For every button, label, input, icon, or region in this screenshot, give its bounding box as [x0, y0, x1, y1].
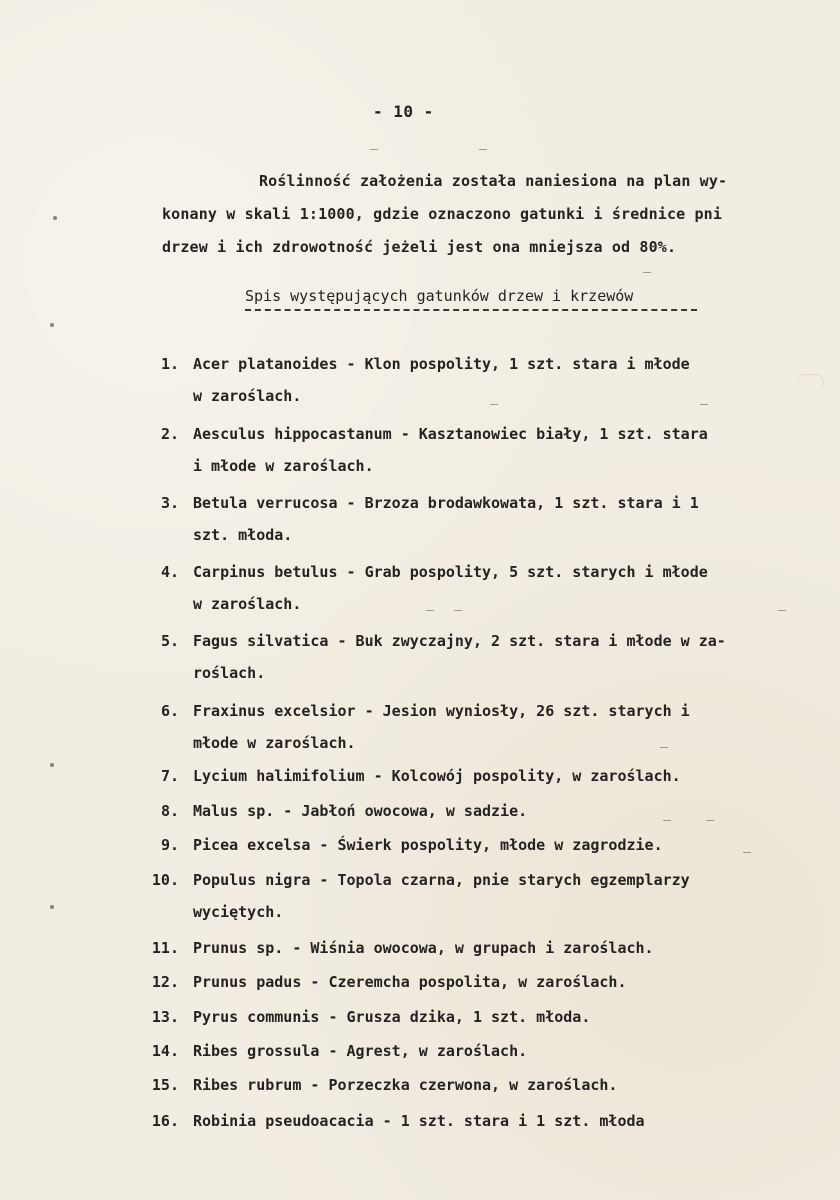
item-text	[193, 804, 527, 819]
item-number: 7.	[160, 767, 179, 785]
item-text	[193, 941, 654, 956]
item-text	[193, 565, 708, 612]
item-number: 8.	[160, 802, 179, 820]
item-number: 12.	[151, 973, 179, 991]
margin-dot	[50, 763, 54, 767]
item-line-2: roślach.	[193, 664, 266, 682]
item-number: 6.	[160, 702, 179, 720]
dash-mark	[643, 272, 651, 273]
dash-mark	[454, 610, 462, 611]
item-text	[193, 1114, 645, 1129]
dash-mark	[426, 610, 434, 611]
margin-dot	[50, 323, 54, 327]
item-number: 13.	[151, 1008, 179, 1026]
item-line-1: Prunus sp. - Wiśnia owocowa, w grupach i zaroślach.	[193, 939, 654, 957]
intro-line-3: drzew i ich zdrowotność jeżeli jest ona mniejsza od 80%.	[162, 238, 677, 256]
item-text	[193, 1010, 590, 1025]
dash-mark	[706, 820, 714, 821]
item-text	[193, 769, 681, 784]
item-line-2: szt. młoda.	[193, 526, 293, 544]
item-line-2: w zaroślach.	[193, 595, 302, 613]
item-line-1: Populus nigra - Topola czarna, pnie starych egzemplarzy	[193, 871, 690, 889]
item-line-1: Pyrus communis - Grusza dzika, 1 szt. młoda.	[193, 1008, 591, 1026]
item-number: 10.	[151, 871, 179, 889]
item-line-1: Picea excelsa - Świerk pospolity, młode w zagrodzie.	[193, 836, 663, 854]
item-number: 16.	[151, 1112, 179, 1130]
item-line-2: i młode w zaroślach.	[193, 457, 374, 475]
item-line-1: Ribes rubrum - Porzeczka czerwona, w zaroślach.	[193, 1076, 618, 1094]
dash-mark	[660, 747, 668, 748]
item-text	[193, 496, 699, 543]
item-number: 15.	[151, 1076, 179, 1094]
item-line-1: Betula verrucosa - Brzoza brodawkowata, 1 szt. stara i 1	[193, 494, 699, 512]
margin-dot	[50, 905, 54, 909]
item-line-1: Fraxinus excelsior - Jesion wyniosły, 26 szt. starych i	[193, 702, 690, 720]
item-line-1: Robinia pseudoacacia - 1 szt. stara i 1 szt. młoda	[193, 1112, 645, 1130]
dash-mark	[479, 149, 487, 150]
item-line-1: Lycium halimifolium - Kolcowój pospolity, w zaroślach.	[193, 767, 681, 785]
item-line-2: młode w zaroślach.	[193, 734, 356, 752]
item-line-2: w zaroślach.	[193, 387, 302, 405]
dash-mark	[490, 404, 498, 405]
margin-dot	[53, 216, 57, 220]
item-text	[193, 357, 690, 404]
item-line-1: Aesculus hippocastanum - Kasztanowiec biały, 1 szt. stara	[193, 425, 708, 443]
dash-mark	[778, 610, 786, 611]
item-text	[193, 838, 663, 853]
item-number: 1.	[160, 355, 179, 373]
item-line-1: Carpinus betulus - Grab pospolity, 5 szt. starych i młode	[193, 563, 708, 581]
item-text	[193, 704, 690, 751]
item-text	[193, 975, 626, 990]
dash-mark	[370, 149, 378, 150]
item-text	[193, 1044, 527, 1059]
item-text	[193, 634, 726, 681]
item-line-2: wyciętych.	[193, 903, 284, 921]
item-number: 2.	[160, 425, 179, 443]
item-text	[193, 1078, 617, 1093]
intro-line-2: konany w skali 1:1000, gdzie oznaczono gatunki i średnice pni	[162, 205, 723, 223]
item-number: 11.	[151, 939, 179, 957]
item-line-1: Prunus padus - Czeremcha pospolita, w zaroślach.	[193, 973, 627, 991]
item-number: 4.	[160, 563, 179, 581]
dash-mark	[743, 852, 751, 853]
item-line-1: Ribes grossula - Agrest, w zaroślach.	[193, 1042, 528, 1060]
item-line-1: Malus sp. - Jabłoń owocowa, w sadzie.	[193, 802, 528, 820]
item-line-1: Acer platanoides - Klon pospolity, 1 szt. stara i młode	[193, 355, 690, 373]
paper-bleed-mark	[797, 374, 824, 389]
dash-mark	[700, 404, 708, 405]
item-line-1: Fagus silvatica - Buk zwyczajny, 2 szt. stara i młode w za-	[193, 632, 726, 650]
dash-mark	[663, 820, 671, 821]
item-number: 5.	[160, 632, 179, 650]
item-number: 3.	[160, 494, 179, 512]
page-number: - 10 -	[373, 102, 434, 121]
list-title: Spis występujących gatunków drzew i krzewów	[245, 287, 634, 305]
intro-line-1: Roślinność założenia została naniesiona na plan wy-	[259, 172, 728, 190]
item-text	[193, 873, 690, 920]
item-text	[193, 427, 708, 474]
item-number: 9.	[160, 836, 179, 854]
item-number: 14.	[151, 1042, 179, 1060]
